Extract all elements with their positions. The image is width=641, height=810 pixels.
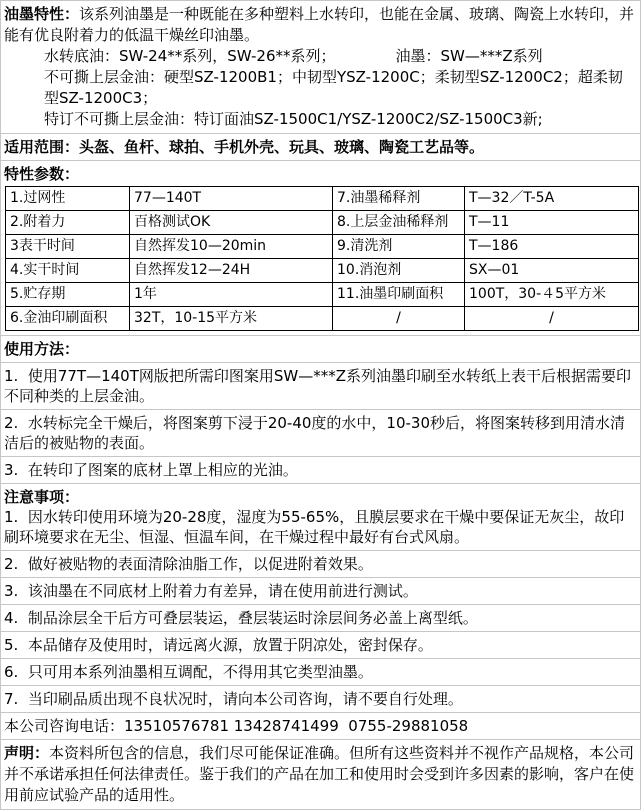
param-row <box>6 211 639 235</box>
note-item-text: 5. 本品储存及使用时，请远离火源，放置于阴凉处，密封保存。 <box>4 636 433 654</box>
usage-label: 使用方法： <box>4 340 80 358</box>
statement-paragraph <box>4 743 637 806</box>
param-row <box>6 259 639 283</box>
usage-item-1 <box>1 363 640 410</box>
usage-item-text: 1. 使用77T—140T网版把所需印图案用SW—***Z系列油墨印刷至水转纸上表干后根据需要印不同种类的上层金油。 <box>4 367 632 405</box>
usage-item-2 <box>1 410 640 457</box>
note-item-7 <box>1 686 640 713</box>
scope-text: 头盔、鱼杆、球拍、手机外壳、玩具、玻璃、陶瓷工艺品等。 <box>79 138 485 156</box>
param-name-cell: 5.贮存期 <box>6 283 130 307</box>
param-value-cell: 32T，10-15平方米 <box>130 307 333 331</box>
param-value-cell: 自然挥发10—20min <box>130 235 333 259</box>
note-item-6 <box>1 659 640 686</box>
note-item-text: 4. 制品涂层全干后方可叠层装运，叠层装运时涂层间务必盖上离型纸。 <box>4 609 478 627</box>
param-name-cell: 6.金油印刷面积 <box>6 307 130 331</box>
param-value-cell: 自然挥发12—24H <box>130 259 333 283</box>
param-value-cell: 77—140T <box>130 187 333 211</box>
statement-label: 声明： <box>4 744 50 762</box>
note-item-5 <box>1 632 640 659</box>
note-item-text: 2. 做好被贴物的表面清除油脂工作，以促进附着效果。 <box>4 555 373 573</box>
param-empty-cell: / <box>465 307 639 331</box>
contact-label: 本公司咨询电话： <box>4 717 125 735</box>
ink-properties-paragraph <box>4 4 637 46</box>
usage-item-text: 2. 水转标完全干燥后，将图案剪下浸于20-40度的水中，10-30秒后，将图案转移到用清水清洁后的被贴物的表面。 <box>4 414 626 452</box>
ink-properties-description: 该系列油墨是一种既能在多种塑料上水转印，也能在金属、玻璃、陶瓷上水转印，并能有优良附着力的低温干燥丝印油墨。 <box>4 5 635 44</box>
note-item-text: 3. 该油墨在不同底材上附着力有差异，请在使用前进行测试。 <box>4 582 418 600</box>
param-value-cell: 1年 <box>130 283 333 307</box>
parameters-section <box>1 161 640 336</box>
param-name-cell: 8.上层金油稀释剂 <box>333 211 465 235</box>
note-item-3 <box>1 578 640 605</box>
note-item-text: 7. 当印刷品质出现不良状况时，请向本公司咨询，请不要自行处理。 <box>4 690 463 708</box>
param-name-cell: 1.过网性 <box>6 187 130 211</box>
usage-item-3 <box>1 457 640 484</box>
contact-phone-line <box>4 716 637 736</box>
contact-section <box>1 713 640 740</box>
statement-section <box>1 740 640 809</box>
param-name-cell: 3表干时间 <box>6 235 130 259</box>
scope-section <box>1 134 640 161</box>
parameters-label: 特性参数： <box>4 165 80 183</box>
ink-properties-label: 油墨特性： <box>4 5 80 23</box>
param-name-cell: 9.清洗剂 <box>333 235 465 259</box>
contact-phones: 13510576781 13428741499 0755-29881058 <box>124 717 469 735</box>
base-oil-text: 水转底油：SW-24**系列，SW-26**系列； <box>44 47 336 65</box>
custom-top-coat-line: 特订不可撕上层金油：特订面油SZ-1500C1/YSZ-1200C2/SZ-1500C3新; <box>44 110 543 128</box>
statement-text: 本资料所包含的信息，我们尽可能保证准确。但所有这些资料并不视作产品规格，本公司并不承诺承担任何法律责任。鉴于我们的产品在加工和使用时会受到许多因素的影响，客户在使用前应试验产品的适用性。 <box>4 744 635 804</box>
param-row <box>6 235 639 259</box>
param-value-cell: 100T，30-４5平方米 <box>465 283 639 307</box>
param-name-cell: 7.油墨稀释剂 <box>333 187 465 211</box>
param-value-cell: T—11 <box>465 211 639 235</box>
note-item-2 <box>1 551 640 578</box>
notes-label: 注意事项： <box>4 488 80 506</box>
param-value-cell: T—32／T-5A <box>465 187 639 211</box>
param-row <box>6 283 639 307</box>
scope-line <box>4 137 637 157</box>
param-row <box>6 307 639 331</box>
note-item-4 <box>1 605 640 632</box>
param-name-cell: 11.油墨印刷面积 <box>333 283 465 307</box>
top-coat-line: 不可撕上层金油：硬型SZ-1200B1；中韧型YSZ-1200C；柔韧型SZ-1200C2；超柔韧型SZ-1200C3； <box>44 68 623 107</box>
param-value-cell: SX—01 <box>465 259 639 283</box>
usage-header-section <box>1 336 640 363</box>
param-empty-cell: / <box>333 307 465 331</box>
param-name-cell: 2.附着力 <box>6 211 130 235</box>
base-oil-line <box>4 46 637 67</box>
note-item-text: 6. 只可用本系列油墨相互调配，不得用其它类型油墨。 <box>4 663 373 681</box>
param-value-cell: 百格测试OK <box>130 211 333 235</box>
usage-item-text: 3. 在转印了图案的底材上罩上相应的光油。 <box>4 461 298 479</box>
notes-header-section <box>1 484 640 551</box>
param-row <box>6 187 639 211</box>
param-name-cell: 4.实干时间 <box>6 259 130 283</box>
param-name-cell: 10.消泡剂 <box>333 259 465 283</box>
param-value-cell: T—186 <box>465 235 639 259</box>
note-item-text: 1. 因水转印使用环境为20-28度，湿度为55-65%，且膜层要求在干燥中要保证无灰尘，故印刷环境要求在无尘、恒湿、恒温车间，在干燥过程中最好有台式风扇。 <box>4 508 625 546</box>
parameters-table <box>5 186 639 331</box>
ink-series-text: 油墨：SW—***Z系列 <box>395 47 543 65</box>
scope-label: 适用范围： <box>4 138 80 156</box>
ink-properties-section <box>1 1 640 134</box>
